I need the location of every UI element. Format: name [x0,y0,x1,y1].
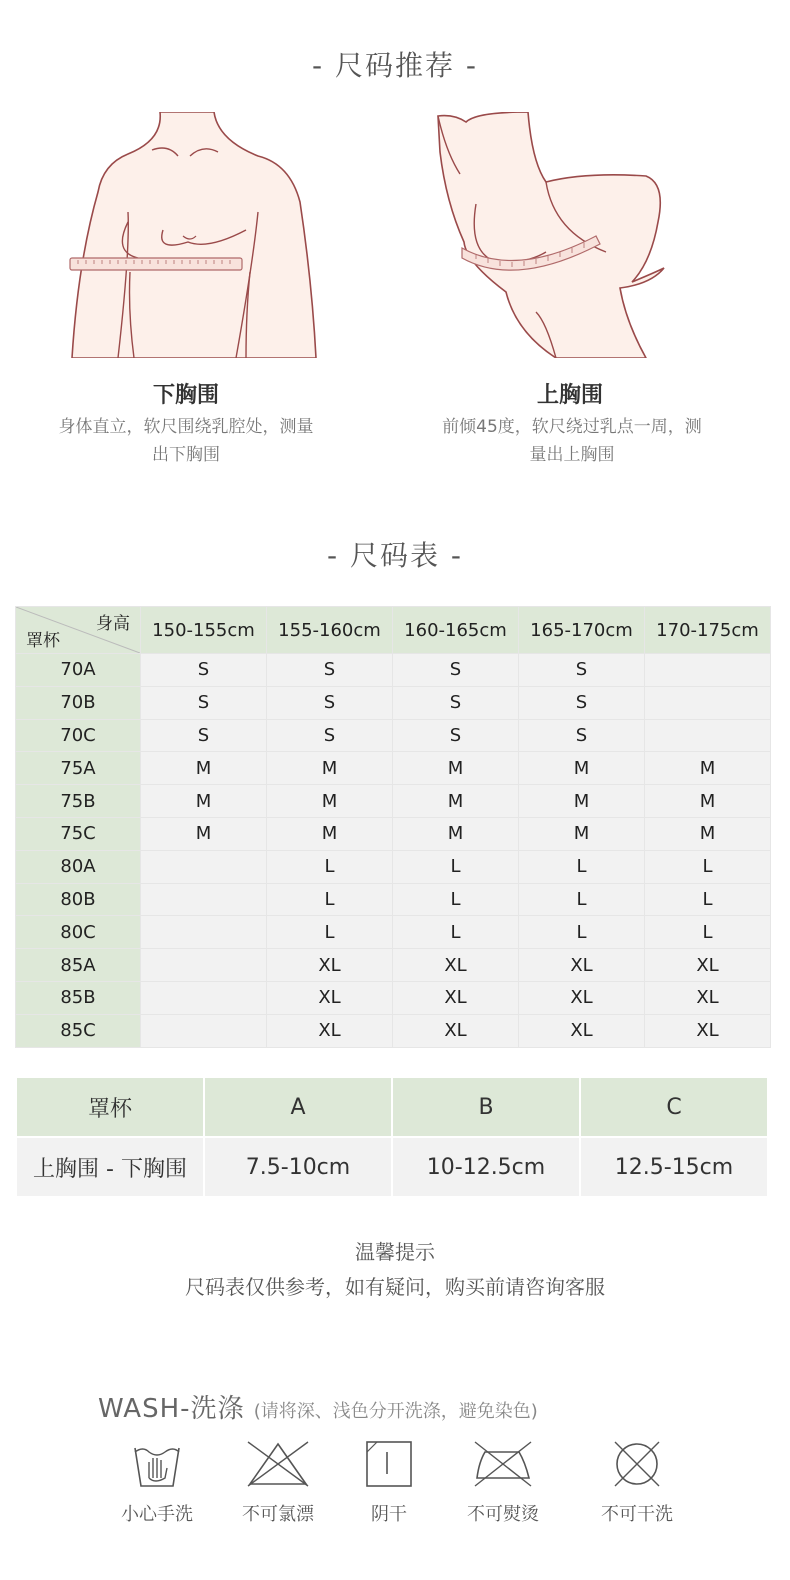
cup-size-cell: 75C [16,817,141,850]
size-chart-row [16,752,771,785]
size-value-cell: XL [393,949,519,982]
bust-description [416,413,728,469]
underbust-figure-image [68,112,320,358]
cup-size-cell: 80B [16,883,141,916]
cup-header-cell: A [204,1077,392,1137]
column-header: 160-165cm [393,607,519,654]
size-value-cell: L [393,916,519,949]
size-value-cell [645,719,771,752]
size-value-cell: L [393,850,519,883]
cup-size-cell: 70C [16,719,141,752]
corner-cup-label: 罩杯 [26,631,60,651]
size-value-cell: XL [645,981,771,1014]
column-header: 155-160cm [267,607,393,654]
size-value-cell: XL [267,949,393,982]
size-value-cell: S [267,719,393,752]
size-chart-row [16,817,771,850]
cup-value-cell: 上胸围 - 下胸围 [16,1137,204,1197]
size-value-cell [645,654,771,687]
size-value-cell: M [393,752,519,785]
section-title-size-chart: - 尺码表 - [326,539,463,572]
no-iron-icon [471,1438,535,1490]
cup-size-cell: 70A [16,654,141,687]
size-value-cell: XL [393,1014,519,1047]
size-value-cell: M [393,817,519,850]
bust-desc-line2: 量出上胸围 [529,445,615,465]
size-value-cell: S [519,686,645,719]
bust-title: 上胸围 [536,383,603,408]
no-bleach-icon [246,1438,310,1490]
bust-desc-line1: 前倾45度，软尺绕过乳点一周，测 [442,417,702,437]
size-value-cell: M [519,785,645,818]
cup-value-row [16,1137,768,1197]
size-value-cell: S [267,686,393,719]
size-chart-header-row [16,607,771,654]
size-value-cell: L [267,850,393,883]
size-chart-row [16,949,771,982]
size-value-cell [141,883,267,916]
wash-item-no-dry-clean [572,1438,702,1526]
underbust-desc-line1: 身体直立，软尺围绕乳腔处，测量 [58,417,314,437]
no-dry-clean-icon [611,1438,663,1490]
size-value-cell: M [645,752,771,785]
size-value-cell: XL [267,981,393,1014]
size-chart-row [16,850,771,883]
size-value-cell: L [267,916,393,949]
size-value-cell: S [393,686,519,719]
size-value-cell: L [645,916,771,949]
tips-title: 温馨提示 [355,1240,435,1264]
size-value-cell: M [645,785,771,818]
size-value-cell: S [141,686,267,719]
cup-size-cell: 80C [16,916,141,949]
size-value-cell: S [393,654,519,687]
size-value-cell: M [519,817,645,850]
size-value-cell: S [519,719,645,752]
wash-item-no-iron [438,1438,568,1526]
column-header: 165-170cm [519,607,645,654]
size-value-cell: S [141,654,267,687]
size-value-cell: XL [393,981,519,1014]
size-value-cell: M [267,785,393,818]
size-value-cell: L [267,883,393,916]
size-value-cell [645,686,771,719]
size-value-cell: L [393,883,519,916]
size-chart-row [16,883,771,916]
size-chart-row [16,981,771,1014]
size-chart-row [16,1014,771,1047]
size-value-cell: XL [519,1014,645,1047]
cup-size-cell: 85B [16,981,141,1014]
size-value-cell: XL [645,1014,771,1047]
size-chart-table [15,606,771,1048]
cup-size-cell: 75A [16,752,141,785]
size-value-cell [141,949,267,982]
bust-figure-image [436,112,668,358]
section-title-size-recommendation: - 尺码推荐 - [311,49,478,82]
cup-size-cell: 85A [16,949,141,982]
size-value-cell: L [519,916,645,949]
cup-size-cell: 85C [16,1014,141,1047]
wash-title-text: WASH-洗涤 [98,1394,245,1424]
underbust-description [30,413,342,469]
tips-text: 尺码表仅供参考，如有疑问，购买前请咨询客服 [185,1275,605,1299]
size-value-cell: L [645,883,771,916]
size-chart-row [16,654,771,687]
cup-header-cell: 罩杯 [16,1077,204,1137]
size-value-cell: L [645,850,771,883]
size-value-cell: M [141,785,267,818]
size-chart-row [16,916,771,949]
size-value-cell: M [267,752,393,785]
cup-header-row [16,1077,768,1137]
wash-label: 不可干洗 [601,1504,673,1525]
size-chart-row [16,686,771,719]
size-value-cell [141,916,267,949]
size-value-cell: XL [645,949,771,982]
size-value-cell: XL [519,949,645,982]
size-value-cell: M [519,752,645,785]
size-chart-row [16,719,771,752]
wash-title [98,1388,538,1425]
wash-label: 阴干 [371,1504,407,1525]
corner-height-label: 身高 [96,614,130,634]
size-value-cell: XL [519,981,645,1014]
underbust-title: 下胸围 [152,383,219,408]
wash-item-shade-dry [324,1438,454,1526]
size-value-cell: L [519,883,645,916]
size-value-cell: S [267,654,393,687]
size-value-cell [141,981,267,1014]
size-value-cell [141,850,267,883]
wash-subtitle: (请将深、浅色分开洗涤，避免染色) [253,1401,538,1422]
size-value-cell: XL [267,1014,393,1047]
cup-header-cell: C [580,1077,768,1137]
size-value-cell: M [141,752,267,785]
size-value-cell: L [519,850,645,883]
size-value-cell: M [393,785,519,818]
wash-label: 不可熨烫 [467,1504,539,1525]
size-value-cell [141,1014,267,1047]
cup-value-cell: 12.5-15cm [580,1137,768,1197]
cup-value-cell: 7.5-10cm [204,1137,392,1197]
size-value-cell: M [141,817,267,850]
column-header: 170-175cm [645,607,771,654]
cup-size-cell: 70B [16,686,141,719]
wash-label: 不可氯漂 [242,1504,314,1525]
hand-wash-icon [131,1438,183,1490]
size-chart-row [16,785,771,818]
cup-difference-table [15,1076,769,1198]
size-value-cell: S [519,654,645,687]
underbust-desc-line2: 出下胸围 [152,445,220,465]
wash-label: 小心手洗 [121,1504,193,1525]
wash-item-hand-wash [92,1438,222,1526]
cup-size-cell: 75B [16,785,141,818]
size-value-cell: S [393,719,519,752]
column-header: 150-155cm [141,607,267,654]
size-value-cell: M [267,817,393,850]
size-value-cell: S [141,719,267,752]
shade-dry-icon [363,1438,415,1490]
size-chart-corner-cell [16,607,141,654]
cup-header-cell: B [392,1077,580,1137]
size-value-cell: M [645,817,771,850]
cup-value-cell: 10-12.5cm [392,1137,580,1197]
cup-size-cell: 80A [16,850,141,883]
